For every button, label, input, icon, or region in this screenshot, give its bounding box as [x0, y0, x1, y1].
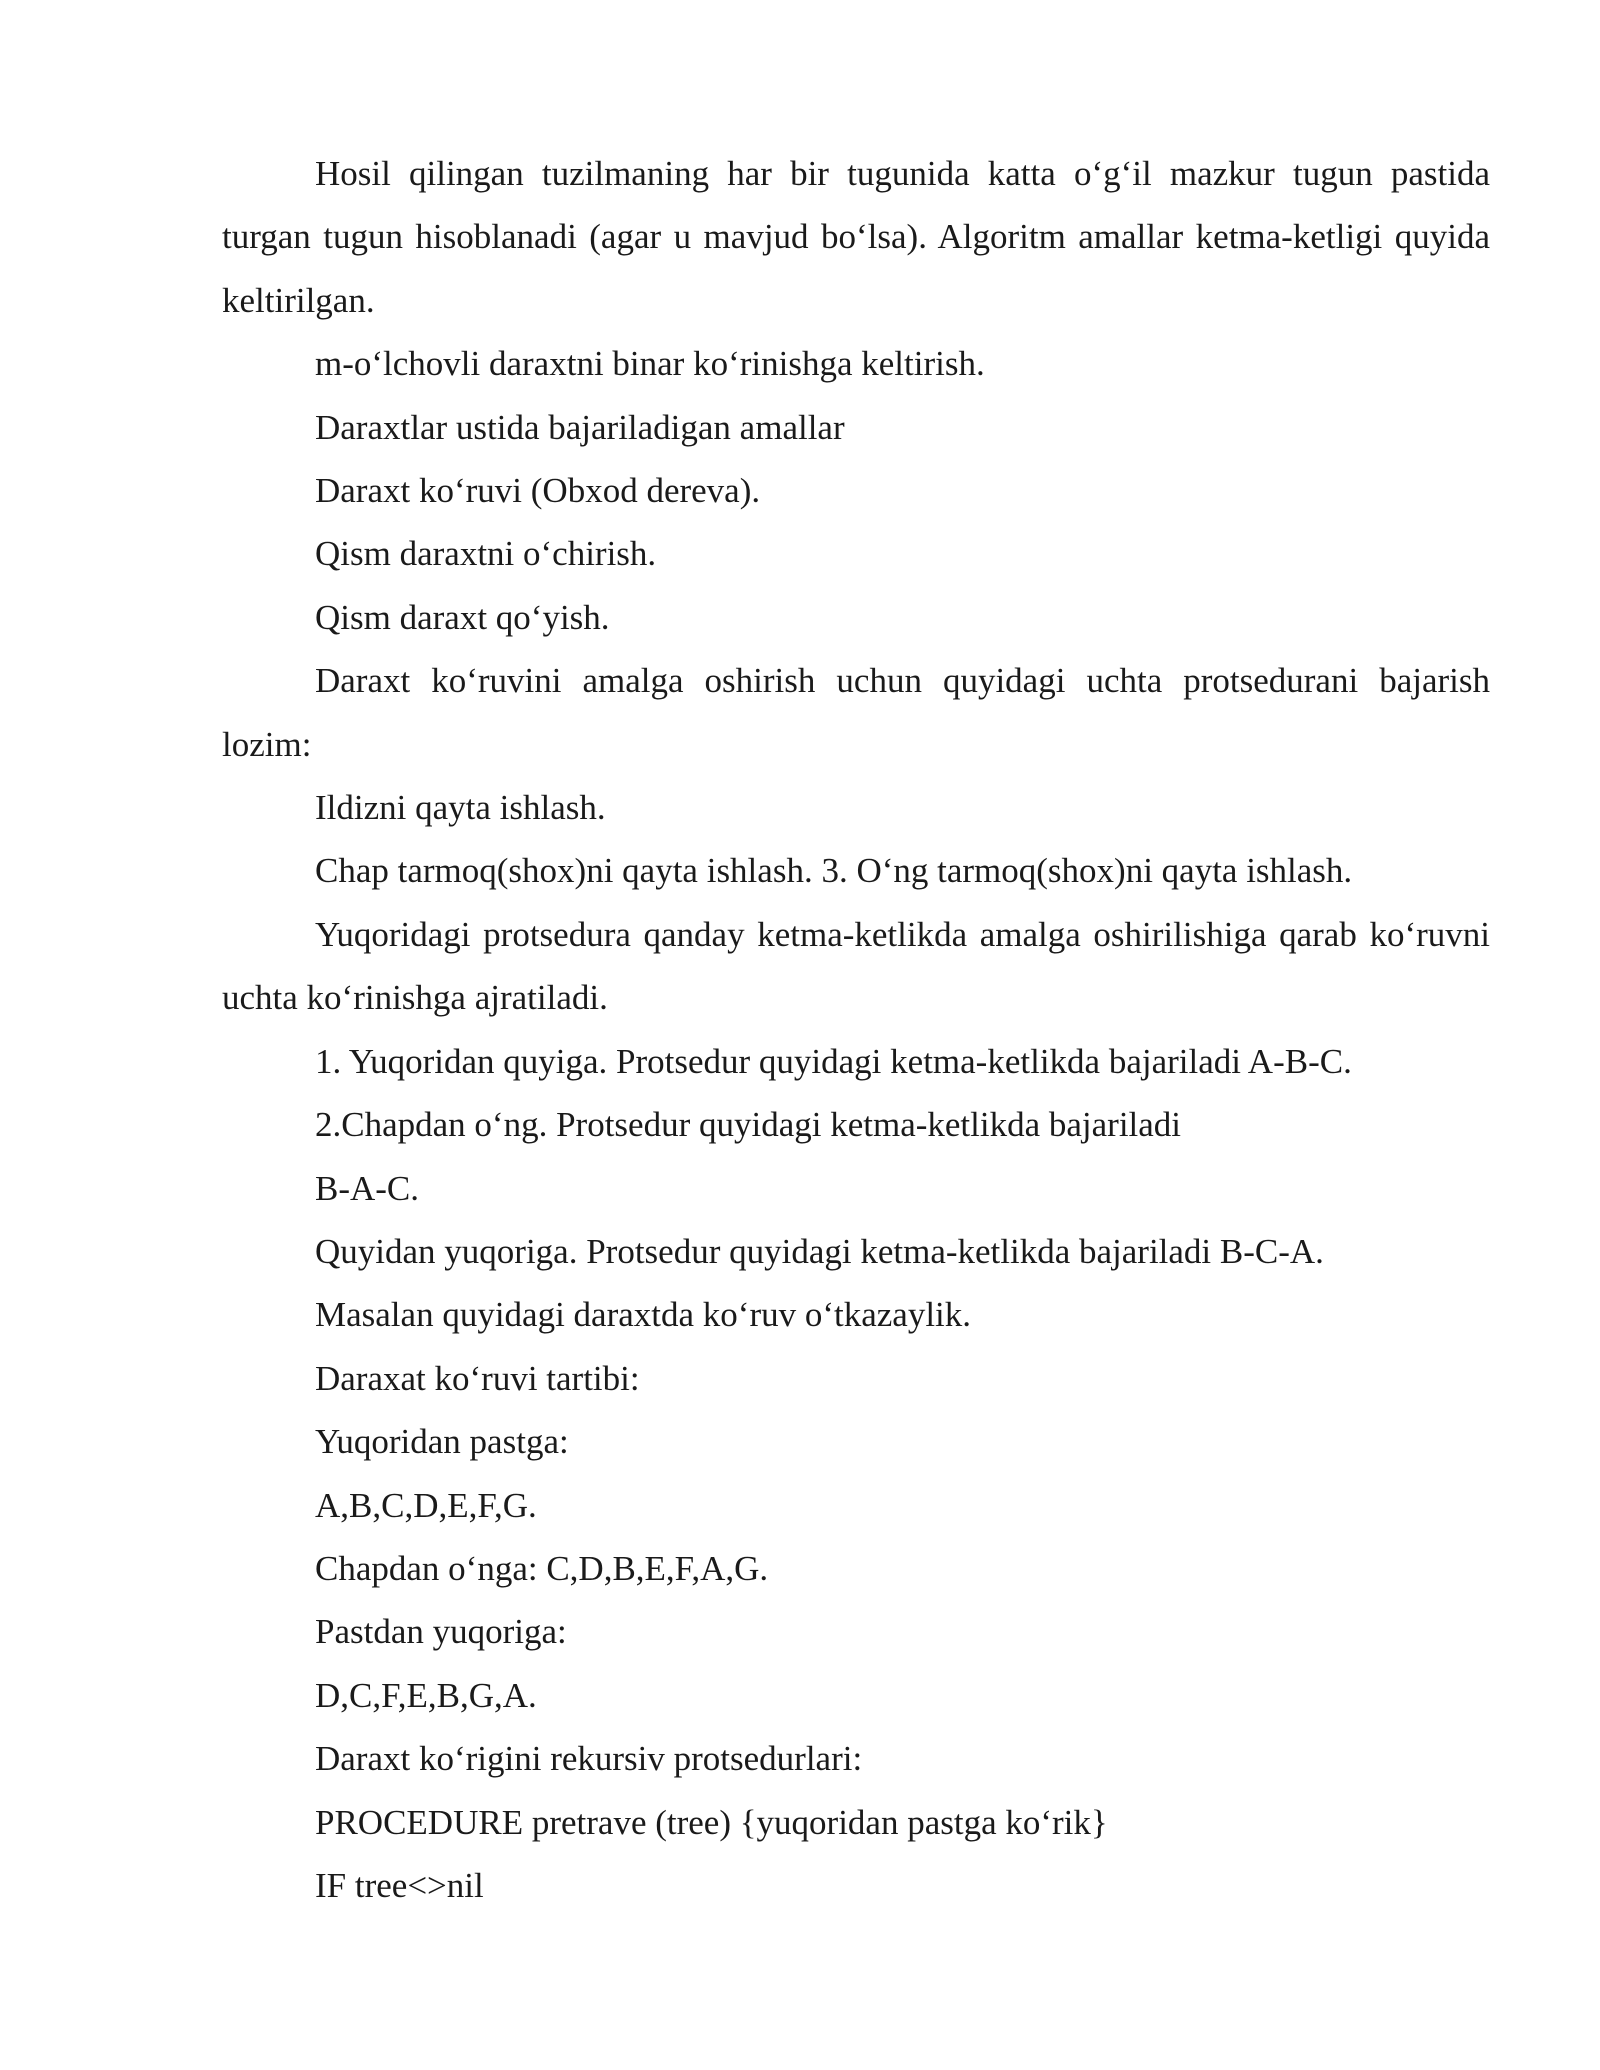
- paragraph-top-down-sequence: A,B,C,D,E,F,G.: [315, 1485, 537, 1525]
- paragraph-bac-order: B-A-C.: [315, 1168, 420, 1208]
- paragraph-procedure-pretrave: PROCEDURE pretrave (tree) {yuqoridan pastga ko‘rik}: [315, 1802, 1108, 1842]
- paragraph-traversal-types: Yuqoridagi protsedura qanday ketma-ketlikda amalga oshirilishiga qarab ko‘ruvni uchta ko‘rinishga ajratiladi.: [222, 914, 1490, 1018]
- paragraph-insert-subtree: Qism daraxt qo‘yish.: [315, 597, 610, 637]
- paragraph-traversal-order-heading: Daraxat ko‘ruvi tartibi:: [315, 1358, 640, 1398]
- body-text: [222, 142, 1490, 1917]
- paragraph-binary-conversion: m-o‘lchovli daraxtni binar ko‘rinishga keltirish.: [315, 344, 985, 384]
- paragraph-delete-subtree: Qism daraxtni o‘chirish.: [315, 534, 657, 574]
- paragraph-recursive-procedures: Daraxt ko‘rigini rekursiv protsedurlari:: [315, 1739, 863, 1779]
- paragraph-bottom-up-sequence: D,C,F,E,B,G,A.: [315, 1675, 537, 1715]
- paragraph-left-right: 2.Chapdan o‘ng. Protsedur quyidagi ketma-ketlikda bajariladi: [315, 1105, 1182, 1145]
- paragraph-process-root: Ildizni qayta ishlash.: [315, 788, 606, 828]
- paragraph-top-down: 1. Yuqoridan quyiga. Protsedur quyidagi ketma-ketlikda bajariladi A-B-C.: [315, 1041, 1352, 1081]
- paragraph-process-branches: Chap tarmoq(shox)ni qayta ishlash. 3. O‘ng tarmoq(shox)ni qayta ishlash.: [315, 851, 1353, 891]
- paragraph-bottom-up: Quyidan yuqoriga. Protsedur quyidagi ketma-ketlikda bajariladi B-C-A.: [315, 1231, 1324, 1271]
- paragraph-example: Masalan quyidagi daraxtda ko‘ruv o‘tkazaylik.: [315, 1295, 972, 1335]
- paragraph-tree-traversal: Daraxt ko‘ruvi (Obxod dereva).: [315, 471, 761, 511]
- paragraph-tree-structure: Hosil qilingan tuzilmaning har bir tugunida katta o‘g‘il mazkur tugun pastida turgan tugun hisoblanadi (agar u mavjud bo‘lsa). Algoritm amallar ketma-ketligi quyida keltirilgan.: [222, 154, 1490, 320]
- paragraph-left-right-sequence: Chapdan o‘nga: C,D,B,E,F,A,G.: [315, 1548, 769, 1588]
- paragraph-bottom-up-label: Pastdan yuqoriga:: [315, 1612, 567, 1652]
- paragraph-if-tree: IF tree<>nil: [315, 1865, 484, 1905]
- paragraph-top-down-label: Yuqoridan pastga:: [315, 1422, 569, 1462]
- paragraph-tree-operations-heading: Daraxtlar ustida bajariladigan amallar: [315, 407, 845, 447]
- paragraph-traversal-procedures: Daraxt ko‘ruvini amalga oshirish uchun quyidagi uchta protsedurani bajarish lozim:: [222, 661, 1490, 764]
